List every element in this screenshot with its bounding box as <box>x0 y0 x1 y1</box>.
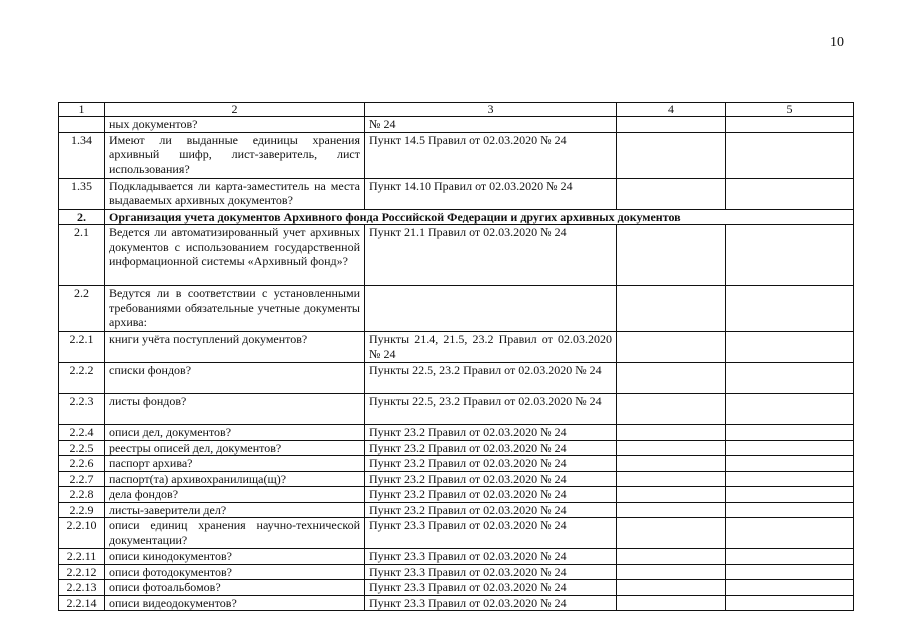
column-header: 1 <box>59 103 105 117</box>
row-note-cell <box>726 456 854 472</box>
table-row <box>59 595 854 611</box>
row-note-cell <box>726 440 854 456</box>
column-header: 2 <box>105 103 365 117</box>
row-result-cell <box>617 117 726 133</box>
row-question: описи единиц хранения научно-технической документации? <box>105 518 365 549</box>
row-result-cell <box>617 286 726 332</box>
row-note-cell <box>726 471 854 487</box>
row-question: Подкладывается ли карта-заместитель на места выдаваемых архивных документов? <box>105 178 365 209</box>
row-number: 2.2.4 <box>59 425 105 441</box>
row-reference: Пункт 23.3 Правил от 02.03.2020 № 24 <box>365 580 617 596</box>
row-number: 2.1 <box>59 225 105 286</box>
column-header: 3 <box>365 103 617 117</box>
row-reference: Пункт 23.3 Правил от 02.03.2020 № 24 <box>365 549 617 565</box>
row-result-cell <box>617 332 726 363</box>
row-note-cell <box>726 117 854 133</box>
row-note-cell <box>726 502 854 518</box>
row-reference: Пункт 23.2 Правил от 02.03.2020 № 24 <box>365 456 617 472</box>
row-result-cell <box>617 471 726 487</box>
column-header: 5 <box>726 103 854 117</box>
row-result-cell <box>617 518 726 549</box>
row-result-cell <box>617 580 726 596</box>
row-question: паспорт(та) архивохранилища(щ)? <box>105 471 365 487</box>
row-note-cell <box>726 595 854 611</box>
row-number: 2.2.2 <box>59 363 105 394</box>
row-question: описи видеодокументов? <box>105 595 365 611</box>
row-question: листы фондов? <box>105 394 365 425</box>
row-question: Ведутся ли в соответствии с установленными требованиями обязательные учетные документы архива: <box>105 286 365 332</box>
page-number: 10 <box>830 35 844 50</box>
table-row <box>59 132 854 178</box>
table-row <box>59 456 854 472</box>
row-number <box>59 117 105 133</box>
table-row <box>59 117 854 133</box>
table-row <box>59 518 854 549</box>
row-reference: Пункт 23.2 Правил от 02.03.2020 № 24 <box>365 487 617 503</box>
row-number: 2.2.3 <box>59 394 105 425</box>
row-result-cell <box>617 425 726 441</box>
table-row <box>59 564 854 580</box>
row-result-cell <box>617 502 726 518</box>
row-number: 2.2.11 <box>59 549 105 565</box>
row-question: описи фотодокументов? <box>105 564 365 580</box>
row-note-cell <box>726 178 854 209</box>
table-row <box>59 286 854 332</box>
row-question: ных документов? <box>105 117 365 133</box>
row-note-cell <box>726 363 854 394</box>
row-reference: Пункт 23.2 Правил от 02.03.2020 № 24 <box>365 471 617 487</box>
row-reference: Пункты 22.5, 23.2 Правил от 02.03.2020 № 24 <box>365 363 617 394</box>
row-number: 2.2.10 <box>59 518 105 549</box>
row-question: списки фондов? <box>105 363 365 394</box>
row-number: 2.2.6 <box>59 456 105 472</box>
row-question: паспорт архива? <box>105 456 365 472</box>
row-note-cell <box>726 286 854 332</box>
row-reference: № 24 <box>365 117 617 133</box>
row-result-cell <box>617 394 726 425</box>
row-result-cell <box>617 225 726 286</box>
row-reference: Пункт 23.3 Правил от 02.03.2020 № 24 <box>365 564 617 580</box>
row-number: 2.2.8 <box>59 487 105 503</box>
row-reference <box>365 286 617 332</box>
header-row <box>59 103 854 117</box>
row-note-cell <box>726 564 854 580</box>
row-reference: Пункт 23.2 Правил от 02.03.2020 № 24 <box>365 502 617 518</box>
row-note-cell <box>726 487 854 503</box>
row-reference: Пункт 23.2 Правил от 02.03.2020 № 24 <box>365 425 617 441</box>
table-row <box>59 502 854 518</box>
row-reference: Пункты 21.4, 21.5, 23.2 Правил от 02.03.2020 № 24 <box>365 332 617 363</box>
row-note-cell <box>726 580 854 596</box>
row-question: описи дел, документов? <box>105 425 365 441</box>
row-reference: Пункт 14.5 Правил от 02.03.2020 № 24 <box>365 132 617 178</box>
row-question: дела фондов? <box>105 487 365 503</box>
table-row <box>59 332 854 363</box>
row-result-cell <box>617 363 726 394</box>
column-header: 4 <box>617 103 726 117</box>
row-reference: Пункт 14.10 Правил от 02.03.2020 № 24 <box>365 178 617 209</box>
row-note-cell <box>726 518 854 549</box>
table-row <box>59 178 854 209</box>
table-row <box>59 394 854 425</box>
table-row <box>59 549 854 565</box>
row-question: книги учёта поступлений документов? <box>105 332 365 363</box>
row-number: 2.2.5 <box>59 440 105 456</box>
row-note-cell <box>726 425 854 441</box>
row-note-cell <box>726 332 854 363</box>
row-result-cell <box>617 564 726 580</box>
section-number: 2. <box>59 209 105 225</box>
row-reference: Пункт 23.2 Правил от 02.03.2020 № 24 <box>365 440 617 456</box>
section-title: Организация учета документов Архивного фонда Российской Федерации и других архивных документов <box>105 209 854 225</box>
row-question: описи кинодокументов? <box>105 549 365 565</box>
row-note-cell <box>726 225 854 286</box>
table-row <box>59 580 854 596</box>
row-result-cell <box>617 487 726 503</box>
row-number: 2.2.13 <box>59 580 105 596</box>
table-row <box>59 425 854 441</box>
row-question: описи фотоальбомов? <box>105 580 365 596</box>
table-row <box>59 225 854 286</box>
row-number: 2.2.12 <box>59 564 105 580</box>
table-row <box>59 471 854 487</box>
row-result-cell <box>617 132 726 178</box>
row-result-cell <box>617 549 726 565</box>
row-question: листы-заверители дел? <box>105 502 365 518</box>
section-row <box>59 209 854 225</box>
row-reference: Пункт 23.3 Правил от 02.03.2020 № 24 <box>365 595 617 611</box>
row-number: 2.2 <box>59 286 105 332</box>
row-number: 2.2.9 <box>59 502 105 518</box>
table-row <box>59 487 854 503</box>
checklist-table <box>58 102 854 611</box>
table-row <box>59 363 854 394</box>
row-number: 1.34 <box>59 132 105 178</box>
row-result-cell <box>617 595 726 611</box>
row-reference: Пункты 22.5, 23.2 Правил от 02.03.2020 № 24 <box>365 394 617 425</box>
row-result-cell <box>617 178 726 209</box>
row-question: Имеют ли выданные единицы хранения архивный шифр, лист-заверитель, лист использования? <box>105 132 365 178</box>
row-note-cell <box>726 549 854 565</box>
row-number: 2.2.7 <box>59 471 105 487</box>
row-number: 2.2.1 <box>59 332 105 363</box>
row-result-cell <box>617 440 726 456</box>
row-reference: Пункт 21.1 Правил от 02.03.2020 № 24 <box>365 225 617 286</box>
row-number: 1.35 <box>59 178 105 209</box>
row-note-cell <box>726 394 854 425</box>
row-question: Ведется ли автоматизированный учет архивных документов с использованием государственной информационной системы «Архивный фонд»? <box>105 225 365 286</box>
row-reference: Пункт 23.3 Правил от 02.03.2020 № 24 <box>365 518 617 549</box>
row-note-cell <box>726 132 854 178</box>
table-row <box>59 440 854 456</box>
row-question: реестры описей дел, документов? <box>105 440 365 456</box>
row-result-cell <box>617 456 726 472</box>
row-number: 2.2.14 <box>59 595 105 611</box>
